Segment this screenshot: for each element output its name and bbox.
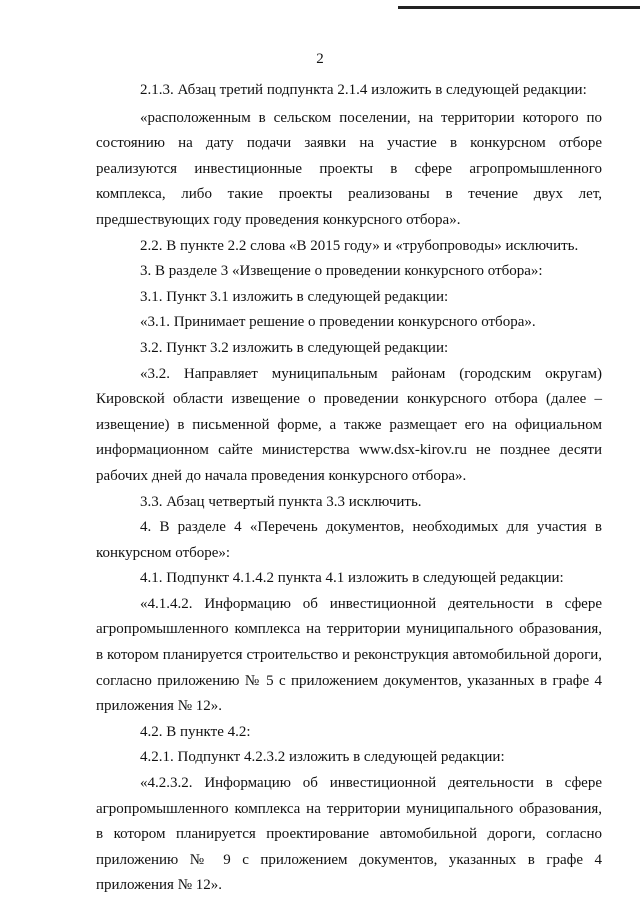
- document-body: [96, 78, 602, 899]
- paragraph: 2.2. В пункте 2.2 слова «В 2015 году» и «трубопроводы» исключить.: [140, 237, 579, 254]
- paragraph: 3.2. Пункт 3.2 изложить в следующей редакции:: [140, 339, 449, 356]
- paragraph: 3.1. Пункт 3.1 изложить в следующей редакции:: [140, 288, 449, 305]
- page-number: 2: [316, 51, 324, 67]
- paragraph: «3.2. Направляет муниципальным районам (городским округам) Кировской области извещение о проведении конкурсного отбора (далее – извещение) в письменной форме, а также размещает его на официальном информационном сайте министерства www.dsx-kirov.ru не позднее десяти рабочих дней до начала проведения конкурсного отбора».: [96, 365, 602, 484]
- paragraph: «3.1. Принимает решение о проведении конкурсного отбора».: [140, 314, 536, 331]
- paragraph: 3.3. Абзац четвертый пункта 3.3 исключить.: [140, 493, 422, 510]
- paragraph: 4.2.1. Подпункт 4.2.3.2 изложить в следующей редакции:: [140, 749, 505, 766]
- header-rule: [398, 6, 640, 9]
- paragraph: 4.1. Подпункт 4.1.4.2 пункта 4.1 изложить в следующей редакции:: [140, 570, 564, 587]
- paragraph: 4. В разделе 4 «Перечень документов, необходимых для участия в конкурсном отборе»:: [96, 519, 602, 561]
- paragraph: 4.2. В пункте 4.2:: [140, 723, 251, 740]
- paragraph: «расположенным в сельском поселении, на территории которого по состоянию на дату подачи заявки на участие в конкурсном отборе реализуются инвестиционные проекты в сфере агропромышленного комплекса, либо такие проекты реализованы в течение двух лет, предшествующих году проведения конкурсного отбора».: [96, 109, 602, 228]
- paragraph: 2.1.3. Абзац третий подпункта 2.1.4 изложить в следующей редакции:: [140, 82, 587, 98]
- paragraph: «4.2.3.2. Информацию об инвестиционной деятельности в сфере агропромышленного комплекса на территории муниципального образования, в котором планируется проектирование автомобильной дороги, согласно приложению № 9 с приложением документов, указанных в графе 4 приложения № 12».: [96, 775, 602, 894]
- paragraph: «4.1.4.2. Информацию об инвестиционной деятельности в сфере агропромышленного комплекса на территории муниципального образования, в котором планируется строительство и реконструкция автомобильной дороги, согласно приложению № 5 с приложением документов, указанных в графе 4 приложения № 12».: [96, 595, 602, 715]
- paragraph: 3. В разделе 3 «Извещение о проведении конкурсного отбора»:: [140, 263, 543, 280]
